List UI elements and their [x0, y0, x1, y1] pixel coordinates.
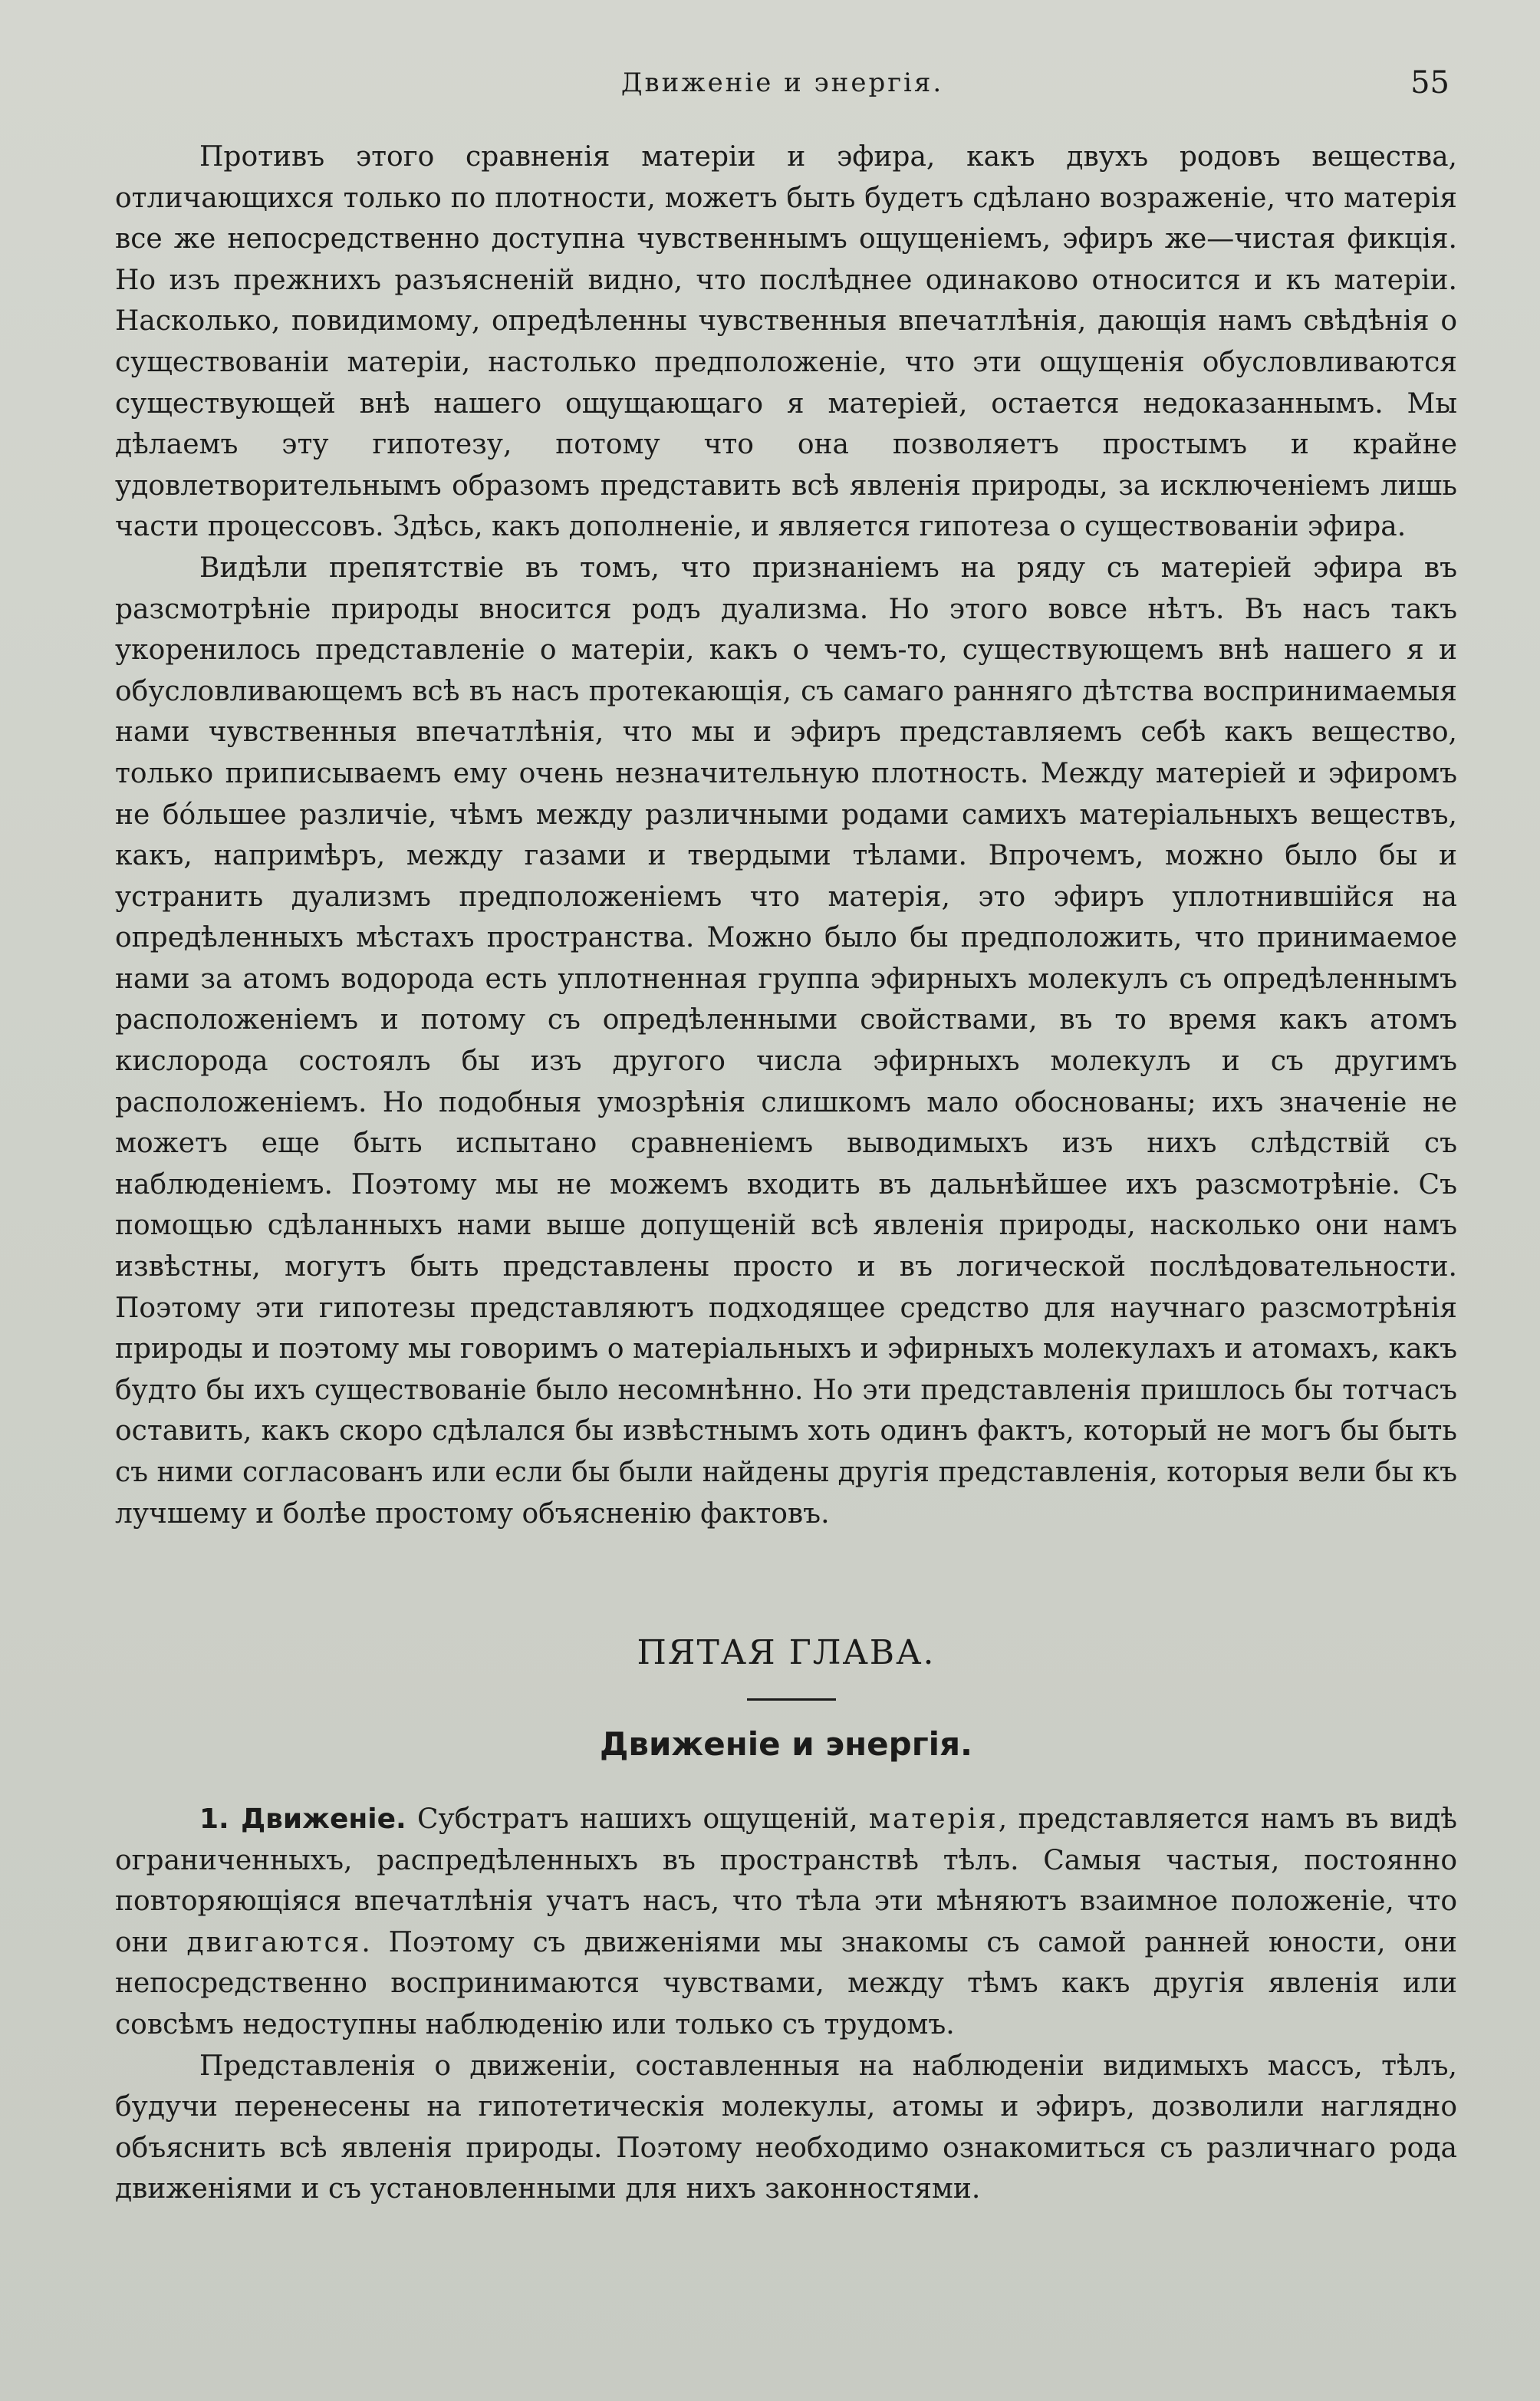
emphasized-word: двигаются: [186, 1926, 362, 1958]
emphasized-word: матерія: [868, 1803, 999, 1835]
paragraph: [115, 1799, 1457, 2046]
paragraph: Противъ этого сравненія матеріи и эфира, какъ двухъ родовъ вещества, отличающихся только по плотности, можетъ быть будетъ сдѣлано возраженіе, что матерія все же непосредственно доступна чувственнымъ ощущеніемъ, эфиръ же—чистая фикція. Но изъ прежнихъ разъясненій видно, что послѣднее одинаково относится и къ матеріи. Насколько, повидимому, опредѣленны чувственныя впечатлѣнія, дающія намъ свѣдѣнія о существованіи матеріи, настолько предположеніе, что эти ощущенія обусловливаются существующей внѣ нашего ощущающаго я матеріей, остается недоказаннымъ. Мы дѣлаемъ эту гипотезу, потому что она позволяетъ простымъ и крайне удовлетворительнымъ образомъ представить всѣ явленія природы, за исключеніемъ лишь части процессовъ. Здѣсь, какъ дополненіе, и является гипотеза о существованіи эфира.: [115, 141, 1457, 543]
paragraph-text: . Поэтому съ движеніями мы знакомы съ самой ранней юности, они непосредственно воспринимаются чувствами, между тѣмъ какъ другія явленія или совсѣмъ недоступны наблюденію или только съ трудомъ.: [115, 1926, 1457, 2040]
paragraph-text: Субстратъ нашихъ ощущеній,: [406, 1803, 869, 1835]
page-number: 55: [1410, 65, 1450, 100]
subsection-label: 1. Движеніе.: [199, 1803, 406, 1835]
running-head: [115, 60, 1450, 106]
heading-divider: [747, 1698, 836, 1701]
section-text-block: [115, 1799, 1457, 2210]
paragraph: Видѣли препятствіе въ томъ, что признаніемъ на ряду съ матеріей эфира въ разсмотрѣніе природы вносится родъ дуализма. Но этого вовсе нѣтъ. Въ насъ такъ укоренилось представленіе о матеріи, какъ о чемъ-то, существующемъ внѣ нашего я и обусловливающемъ всѣ въ насъ протекающія, съ самаго ранняго дѣтства воспринимаемыя нами чувственныя впечатлѣнія, что мы и эфиръ представляемъ себѣ какъ вещество, только приписываемъ ему очень незначительную плотность. Между матеріей и эфиромъ не бóльшее различіе, чѣмъ между различными родами самихъ матеріальныхъ веществъ, какъ, напримѣръ, между газами и твердыми тѣлами. Впрочемъ, можно было бы и устранить дуализмъ предположеніемъ что матерія, это эфиръ уплотнившійся на опредѣленныхъ мѣстахъ пространства. Можно было бы предположить, что принимаемое нами за атомъ водорода есть уплотненная группа эфирныхъ молекулъ съ опредѣленнымъ расположеніемъ и потому съ опредѣленными свойствами, въ то время какъ атомъ кислорода состоялъ бы изъ другого числа эфирныхъ молекулъ и съ другимъ расположеніемъ. Но подобныя умозрѣнія слишкомъ мало обоснованы; ихъ значеніе не можетъ еще быть испытано сравненіемъ выводимыхъ изъ нихъ слѣдствій съ наблюденіемъ. Поэтому мы не можемъ входить въ дальнѣйшее ихъ разсмотрѣніе. Съ помощью сдѣланныхъ нами выше допущеній всѣ явленія природы, насколько они намъ извѣстны, могутъ быть представлены просто и въ логической послѣдовательности. Поэтому эти гипотезы представляютъ подходящее средство для научнаго разсмотрѣнія природы и поэтому мы говоримъ о матеріальныхъ и эфирныхъ молекулахъ и атомахъ, какъ будто бы ихъ существованіе было несомнѣнно. Но эти представленія пришлось бы тотчасъ оставить, какъ скоро сдѣлался бы извѣстнымъ хоть одинъ фактъ, который не могъ бы быть съ ними согласованъ или если бы были найдены другія представленія, которыя вели бы къ лучшему и болѣе простому объясненію фактовъ.: [115, 552, 1457, 1530]
paragraph-text: , представляется намъ въ видѣ ограниченныхъ, распредѣленныхъ въ пространствѣ тѣлъ. Самыя частыя, постоянно повторяющіяся впечатлѣнія учатъ насъ, что тѣла эти мѣняютъ взаимное положеніе, что они: [115, 1803, 1458, 1958]
section-title: Движеніе и энергія.: [600, 1725, 972, 1763]
chapter-heading: ПЯТАЯ ГЛАВА.: [637, 1633, 936, 1672]
running-title: Движеніе и энергія.: [620, 68, 944, 98]
paragraph: Представленія о движеніи, составленныя на наблюденіи видимыхъ массъ, тѣлъ, будучи перенесены на гипотетическія молекулы, атомы и эфиръ, дозволили наглядно объяснить всѣ явленія природы. Поэтому необходимо ознакомиться съ различнаго рода движеніями и съ установленными для нихъ законностями.: [115, 2050, 1457, 2205]
body-text-block: [115, 137, 1457, 1534]
